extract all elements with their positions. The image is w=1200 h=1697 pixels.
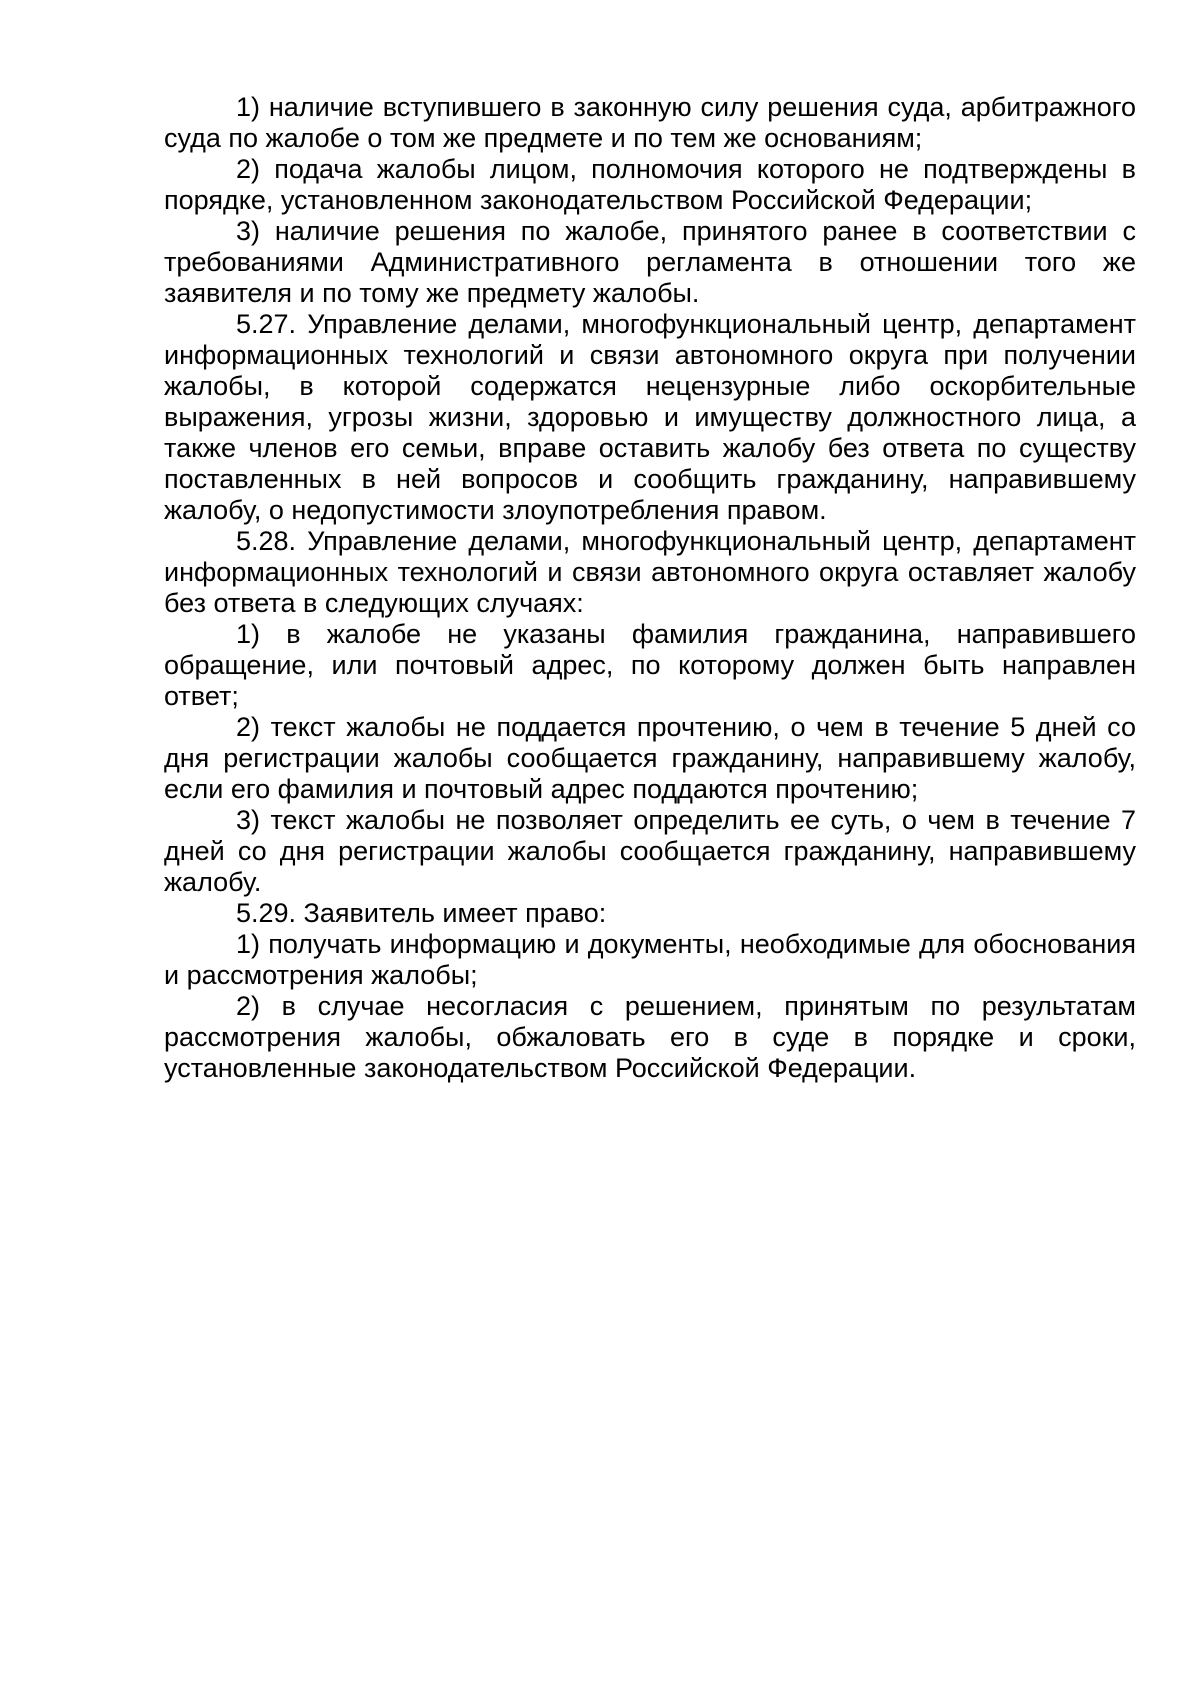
- paragraph-no-answer-case-1: 1) в жалобе не указаны фамилия гражданина, направившего обращение, или почтовый адрес, по которому должен быть направлен ответ;: [164, 619, 1136, 711]
- paragraph-complaint-grounds-2: 2) подача жалобы лицом, полномочия которого не подтверждены в порядке, установленном законодательством Российской Федерации;: [164, 154, 1136, 215]
- document-body: [164, 92, 1136, 1084]
- paragraph-applicant-right-1: 1) получать информацию и документы, необходимые для обоснования и рассмотрения жалобы;: [164, 929, 1136, 990]
- paragraph-complaint-grounds-3: 3) наличие решения по жалобе, принятого ранее в соответствии с требованиями Административного регламента в отношении того же заявителя и по тому же предмету жалобы.: [164, 216, 1136, 308]
- paragraph-5-27: 5.27. Управление делами, многофункциональный центр, департамент информационных технологий и связи автономного округа при получении жалобы, в которой содержатся нецензурные либо оскорбительные выражения, угрозы жизни, здоровью и имуществу должностного лица, а также членов его семьи, вправе оставить жалобу без ответа по существу поставленных в ней вопросов и сообщить гражданину, направившему жалобу, о недопустимости злоупотребления правом.: [164, 309, 1136, 525]
- paragraph-complaint-grounds-1: 1) наличие вступившего в законную силу решения суда, арбитражного суда по жалобе о том же предмете и по тем же основаниям;: [164, 92, 1136, 153]
- paragraph-no-answer-case-3: 3) текст жалобы не позволяет определить ее суть, о чем в течение 7 дней со дня регистрации жалобы сообщается гражданину, направившему жалобу.: [164, 805, 1136, 897]
- paragraph-no-answer-case-2: 2) текст жалобы не поддается прочтению, о чем в течение 5 дней со дня регистрации жалобы сообщается гражданину, направившему жалобу, если его фамилия и почтовый адрес поддаются прочтению;: [164, 712, 1136, 804]
- paragraph-5-29: 5.29. Заявитель имеет право:: [236, 898, 607, 928]
- paragraph-5-28: 5.28. Управление делами, многофункциональный центр, департамент информационных технологий и связи автономного округа оставляет жалобу без ответа в следующих случаях:: [164, 526, 1136, 618]
- paragraph-applicant-right-2: 2) в случае несогласия с решением, принятым по результатам рассмотрения жалобы, обжаловать его в суде в порядке и сроки, установленные законодательством Российской Федерации.: [164, 991, 1136, 1083]
